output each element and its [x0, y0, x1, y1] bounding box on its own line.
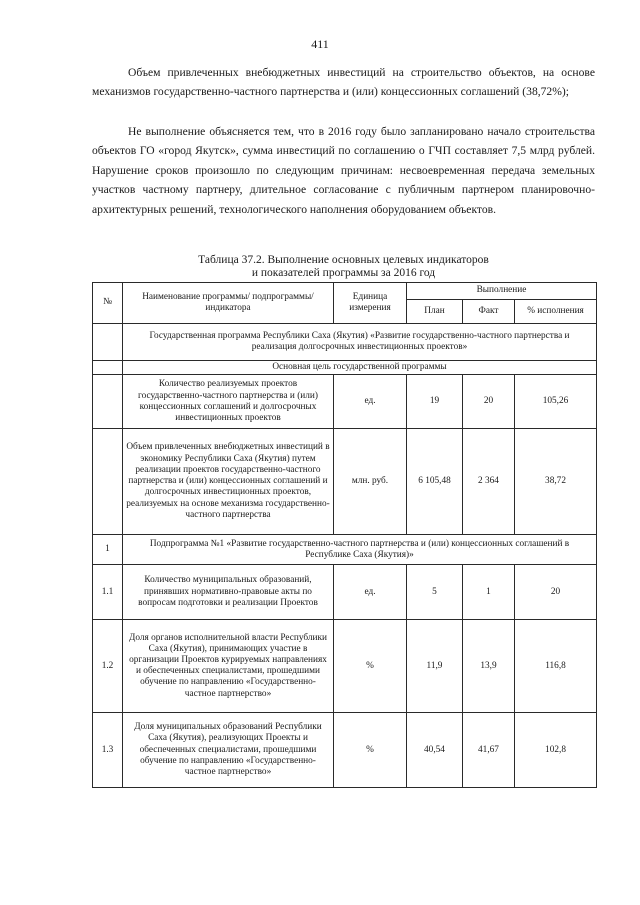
row-num: 1.2	[93, 620, 123, 713]
row-plan: 6 105,48	[407, 429, 463, 535]
paragraph-2: Не выполнение объясняется тем, что в 2016 году было запланировано начало строительства объектов ГО «город Якутск», сумма инвестиций по соглашению о ГЧП составляет 7,5 млрд рублей. Нарушение сроков произошло по следующим причинам: несвоевременная передача земельных участков частному партнеру, длительное согласование с публичным партнером планировочно-архитектурных решений, технологического наполнения оборудованием объектов.	[92, 125, 595, 216]
header-fact: Факт	[463, 300, 515, 324]
row-unit: %	[334, 713, 407, 788]
row-percent: 116,8	[515, 620, 597, 713]
row-plan: 40,54	[407, 713, 463, 788]
program-num-cell	[93, 324, 123, 361]
row-name: Объем привлеченных внебюджетных инвестиций в экономику Республики Саха (Якутия) путем реализации проектов государственно-частного партнерства и (или) концессионных соглашений и долгосрочных инвестиционных проектов, реализуемых на основе механизма государственно-частного партнерства	[123, 429, 334, 535]
row-percent: 20	[515, 565, 597, 620]
main-goal-row	[93, 361, 597, 375]
table-header-row	[93, 283, 597, 300]
subprogram-title: Подпрограмма №1 «Развитие государственно-частного партнерства и (или) концессионных соглашений в Республике Саха (Якутия)»	[123, 535, 597, 565]
row-name: Количество муниципальных образований, принявших нормативно-правовые акты по вопросам подготовки и реализации Проектов	[123, 565, 334, 620]
table-row	[93, 713, 597, 788]
row-name: Доля органов исполнительной власти Республики Саха (Якутия), принимающих участие в организации Проектов курируемых направлениях и обеспеченных специалистами, прошедшими обучение по направлению «Государственно-частное партнерство»	[123, 620, 334, 713]
main-goal: Основная цель государственной программы	[123, 361, 597, 375]
row-percent: 105,26	[515, 375, 597, 429]
row-plan: 11,9	[407, 620, 463, 713]
row-fact: 41,67	[463, 713, 515, 788]
row-unit: ед.	[334, 565, 407, 620]
row-fact: 13,9	[463, 620, 515, 713]
row-num	[93, 375, 123, 429]
row-unit: %	[334, 620, 407, 713]
row-num: 1.1	[93, 565, 123, 620]
paragraph-1: Объем привлеченных внебюджетных инвестиций на строительство объектов, на основе механизмов государственно-частного партнерства и (или) концессионных соглашений (38,72%);	[92, 66, 595, 99]
header-execution: Выполнение	[407, 283, 597, 300]
header-num: №	[93, 283, 123, 324]
table-row	[93, 429, 597, 535]
table-row	[93, 375, 597, 429]
program-title: Государственная программа Республики Саха (Якутия) «Развитие государственно-частного партнерства и реализация долгосрочных инвестиционных проектов»	[123, 324, 597, 361]
row-fact: 2 364	[463, 429, 515, 535]
row-unit: ед.	[334, 375, 407, 429]
header-plan: План	[407, 300, 463, 324]
table-row	[93, 565, 597, 620]
row-unit: млн. руб.	[334, 429, 407, 535]
row-name: Количество реализуемых проектов государственно-частного партнерства и (или) концессионных соглашений и долгосрочных инвестиционных проектов	[123, 375, 334, 429]
table-caption-line-1: Таблица 37.2. Выполнение основных целевых индикаторов	[198, 254, 489, 266]
row-name: Доля муниципальных образований Республики Саха (Якутия), реализующих Проекты и обеспеченных специалистами, прошедшими обучение по направлению «Государственно-частное партнерство»	[123, 713, 334, 788]
header-unit: Единица измерения	[334, 283, 407, 324]
row-num	[93, 429, 123, 535]
table-row	[93, 620, 597, 713]
subprogram-num: 1	[93, 535, 123, 565]
row-percent: 102,8	[515, 713, 597, 788]
table-caption-line-2: и показателей программы за 2016 год	[251, 267, 436, 279]
row-percent: 38,72	[515, 429, 597, 535]
goal-num-cell	[93, 361, 123, 375]
subprogram-row	[93, 535, 597, 565]
program-title-row	[93, 324, 597, 361]
header-percent: % исполнения	[515, 300, 597, 324]
header-name: Наименование программы/ подпрограммы/индикатора	[123, 283, 334, 324]
row-num: 1.3	[93, 713, 123, 788]
indicators-table	[92, 282, 597, 788]
table-caption	[92, 254, 595, 280]
row-plan: 19	[407, 375, 463, 429]
row-plan: 5	[407, 565, 463, 620]
row-fact: 20	[463, 375, 515, 429]
page-number: 411	[311, 37, 329, 51]
row-fact: 1	[463, 565, 515, 620]
